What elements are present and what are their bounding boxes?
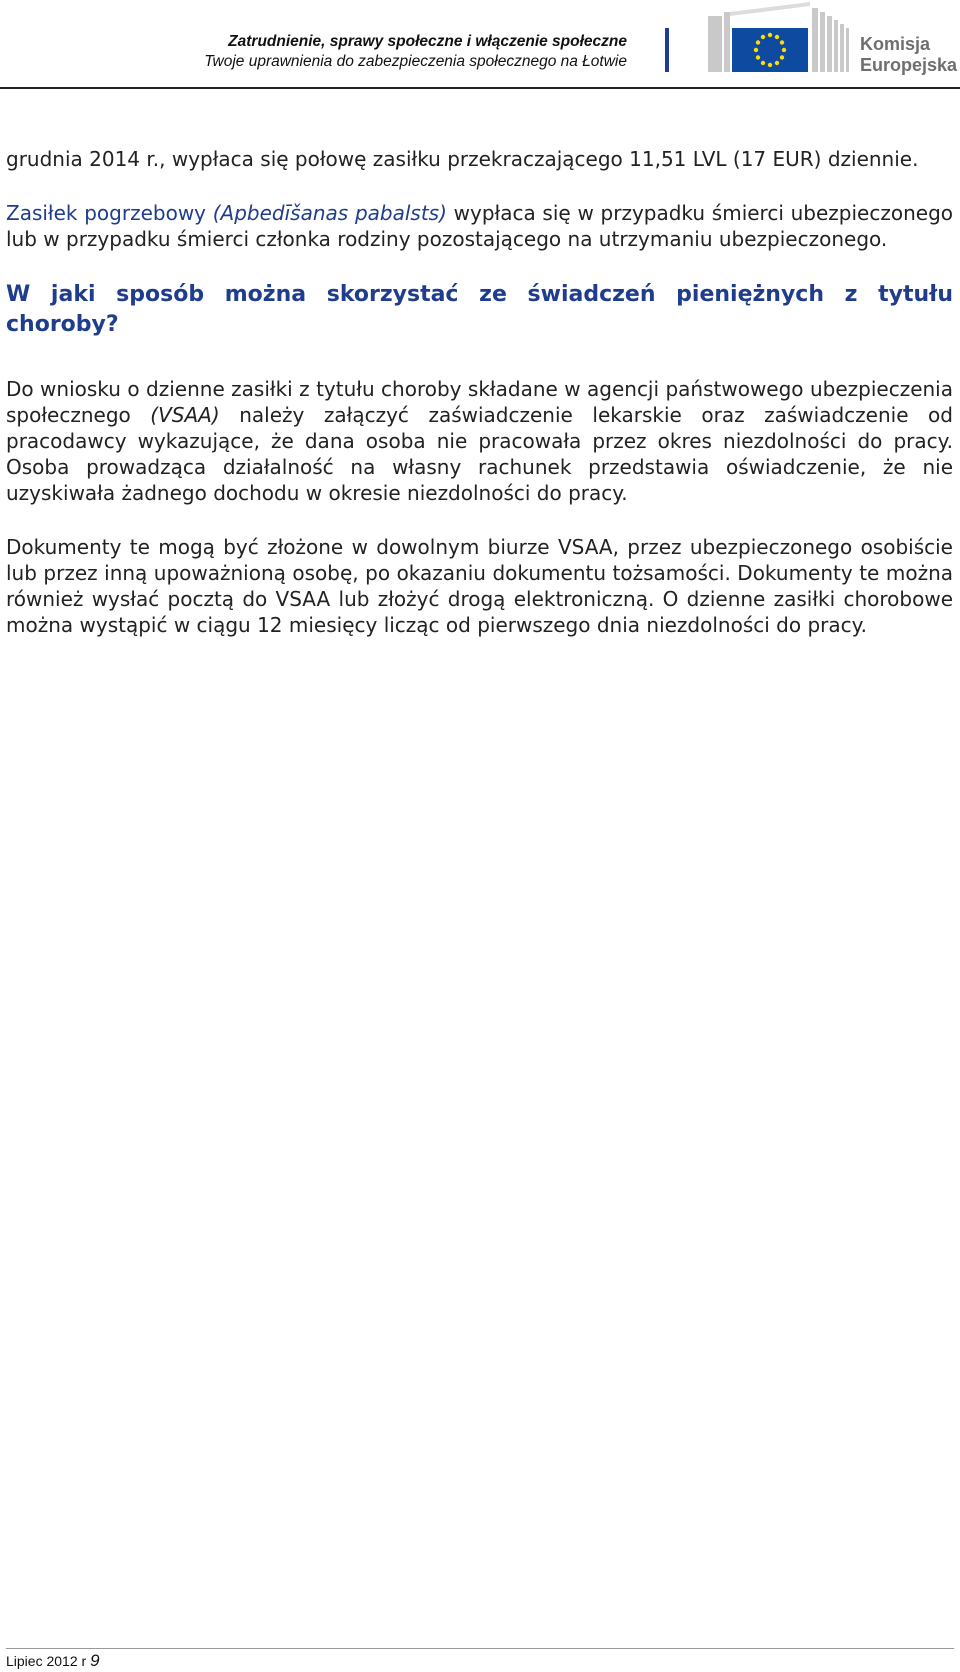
funeral-benefit-text: Zasiłek pogrzebowy	[6, 201, 213, 225]
footer-date: Lipiec 2012 r	[6, 1653, 87, 1669]
document-body	[6, 146, 953, 666]
page-footer	[6, 1652, 100, 1670]
page-number: 9	[90, 1651, 100, 1670]
application-text-rest: należy załączyć zaświadczenie lekarskie oraz zaświadczenie od pracodawcy wykazujące, że dana osoba nie pracowała przez okres niezdolności do pracy. Osoba prowadząca działalność na własny rachunek przedstawia oświadczenie, że nie uzyskiwała żadnego dochodu w okresie niezdolności do pracy.	[6, 403, 953, 505]
logo-text-line1: Komisja	[860, 34, 931, 54]
logo-text	[860, 34, 957, 76]
paragraph-documents: Dokumenty te mogą być złożone w dowolnym biurze VSAA, przez ubezpieczonego osobiście lub przez inną upoważnioną osobę, po okazaniu dokumentu tożsamości. Dokumenty te można również wysłać pocztą do VSAA lub złożyć drogą elektroniczną. O dzienne zasiłki chorobowe można wystąpić w ciągu 12 miesięcy licząc od pierwszego dnia niezdolności do pracy.	[6, 535, 953, 637]
paragraph-continuation: grudnia 2014 r., wypłaca się połowę zasiłku przekraczającego 11,51 LVL (17 EUR) dziennie.	[6, 147, 919, 171]
header-divider	[665, 28, 669, 72]
funeral-benefit-latvian-term: (Apbedīšanas pabalsts)	[212, 201, 447, 225]
header-title-primary: Zatrudnienie, sprawy społeczne i włączenie społeczne	[228, 33, 627, 50]
section-heading: W jaki sposób można skorzystać ze świadczeń pieniężnych z tytułu choroby?	[6, 282, 953, 337]
header-rule	[0, 87, 960, 89]
header-titles	[204, 32, 627, 72]
application-text-start: Do wniosku o dzienne zasiłki z tytułu choroby składane w agencji państwowego ubezpieczenia społecznego	[6, 377, 953, 427]
paragraph-funeral-benefit	[6, 200, 953, 252]
paragraph-application	[6, 376, 953, 506]
funeral-benefit-description: wypłaca się w przypadku śmierci ubezpieczonego lub w przypadku śmierci członka rodziny pozostającego na utrzymaniu ubezpieczonego.	[6, 201, 953, 251]
eu-flag-icon	[708, 2, 858, 78]
page-header	[0, 0, 960, 88]
european-commission-logo	[708, 2, 960, 78]
header-title-secondary: Twoje uprawnienia do zabezpieczenia społecznego na Łotwie	[204, 53, 627, 70]
footer-rule	[6, 1648, 954, 1649]
application-agency-abbr: (VSAA)	[150, 403, 220, 427]
logo-text-line2: Europejska	[860, 55, 958, 75]
